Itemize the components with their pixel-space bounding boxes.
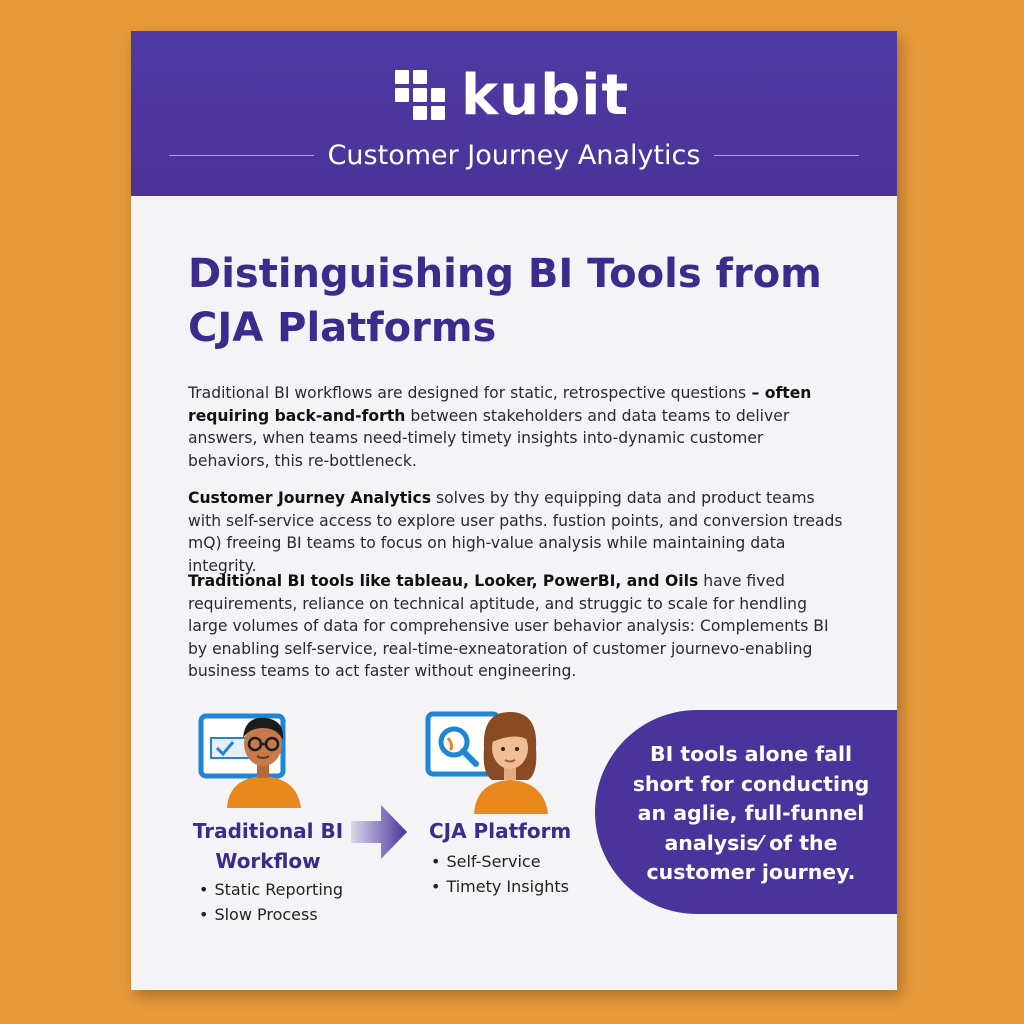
p1-text-rest: between stakeholders and data teams to deliver answers, when teams need-timely timety insights into-dynamic customer behaviors, this re-bottleneck.: [188, 406, 790, 470]
paragraph-1: [188, 382, 848, 472]
brand-name: kubit: [461, 63, 630, 128]
man-with-glasses-icon: [197, 698, 307, 808]
header-banner: [131, 31, 897, 196]
p2-emphasis: Customer Journey Analytics: [188, 489, 432, 507]
divider-right: [714, 155, 859, 156]
p3-text-rest: have fived requirements, reliance on technical aptitude, and struggic to scale for hendling large volumes of data for comprehensive user behavior analysis: Complements BI by enabling self-service, real-time-exneatoration of customer journevo-enabling business teams to act faster without engineering.: [188, 572, 829, 680]
divider-left: [169, 155, 314, 156]
subtitle-row: [169, 135, 859, 175]
kubit-logo-icon: [395, 70, 447, 122]
p2-text-rest: solves by thy equipping data and product teams with self-service access to explore user paths. fustion points, and conversion treads mQ) freeing BI teams to focus on high-value analysis while maintaining data integrity.: [188, 489, 843, 575]
p3-emphasis: Traditional BI tools like tableau, Looker, PowerBI, and Oils: [188, 572, 699, 590]
list-item: • Slow Process: [199, 902, 343, 927]
callout-box: [595, 710, 897, 914]
traditional-workflow-list: [199, 877, 343, 927]
traditional-workflow-title: Traditional BI Workflow: [192, 819, 344, 873]
brand-logo: [395, 63, 629, 129]
cja-platform-title: CJA Platform: [429, 819, 572, 843]
woman-analyst-icon: [424, 704, 554, 814]
page-title: Distinguishing BI Tools from CJA Platforms: [188, 251, 822, 351]
p1-emphasis: – often requiring back-and-forth: [188, 384, 812, 425]
p1-text: Traditional BI workflows are designed for static, retrospective questions: [188, 384, 747, 402]
list-item: • Static Reporting: [199, 877, 343, 902]
header-subtitle: Customer Journey Analytics: [327, 139, 701, 171]
list-item: • Timety Insights: [431, 874, 569, 899]
list-item: • Self-Service: [431, 849, 569, 874]
brochure-page: [131, 31, 897, 990]
callout-text: BI tools alone fall short for conducting an aglie, full-funnel analysis⁄ of the customer journey.: [632, 742, 870, 884]
paragraph-3: [188, 570, 848, 683]
paragraph-2: [188, 487, 848, 577]
arrow-right-icon: [351, 803, 409, 861]
cja-platform-list: [431, 849, 569, 899]
